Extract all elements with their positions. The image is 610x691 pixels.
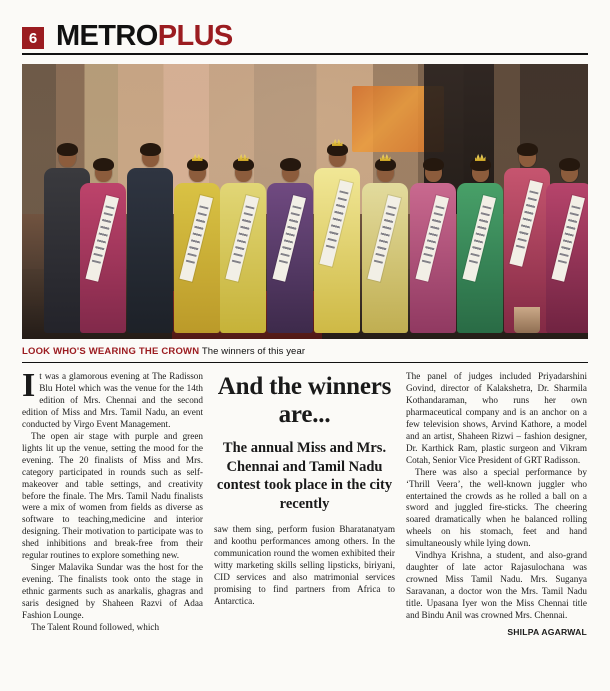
paragraph: Singer Malavika Sundar was the host for the evening. The finalists took onto the stage in ethnic garments such as anarkalis, ghagras and saris designed by Shaheen Razvi of Adaa Fashion Lounge.	[22, 562, 203, 621]
person-head	[519, 147, 536, 167]
sash	[416, 195, 449, 282]
person-hair	[57, 143, 78, 156]
article-column-middle	[214, 371, 395, 671]
person-figure	[362, 162, 408, 333]
person-head	[561, 162, 578, 182]
page-number: 6	[22, 27, 44, 49]
person-body	[314, 168, 360, 333]
drop-cap: I	[22, 367, 36, 404]
article-body	[22, 367, 588, 671]
person-legs	[514, 307, 540, 333]
photo-background	[22, 64, 588, 339]
paragraph-text: t was a glamorous evening at The Radisson Blu Hotel which was the venue for the 14th edition of Mrs. Chennai and the second edition of Miss and Mrs. Tamil Nadu, an event conducted by Virgo Event Management.	[22, 371, 203, 429]
person-head	[282, 162, 299, 182]
paragraph: The open air stage with purple and green lights lit up the venue, setting the mood for the evening. The 20 finalists of Miss and Mrs. category participated in rounds such as self- makeover and table settings, and creativity before the finale. The Mrs. Tamil Nadu finalists were a mix of women from fields as diverse as software to teaching,medicine and interior designing. Their motivation to participate was to shed inhibitions and break-free from their regular routines to explore something new.	[22, 430, 203, 561]
sash	[320, 180, 353, 267]
person-figure	[457, 162, 503, 333]
person-body	[504, 168, 550, 333]
person-head	[472, 162, 489, 182]
person-head	[59, 147, 76, 167]
person-figure	[314, 147, 360, 333]
paragraph: Vindhya Krishna, a student, and also-grand daughter of late actor Rajasulochana was crowned Miss Tamil Nadu. Mrs. Suganya Saravanan, a doctor won the Mrs. Tamil Nadu title. Upasana Iyer won the Miss Chennai title and Bindu Anil was crowned Mrs. Chennai.	[406, 550, 587, 621]
paragraph	[22, 367, 203, 431]
person-head	[425, 162, 442, 182]
standfirst: The annual Miss and Mrs. Chennai and Tamil Nadu contest took place in the city recently	[216, 440, 393, 512]
person-hair	[140, 143, 161, 156]
person-body	[410, 183, 456, 333]
person-figure	[504, 147, 550, 333]
person-body	[546, 183, 588, 333]
page-title: And the winners are...	[217, 373, 392, 428]
person-body	[80, 183, 126, 333]
person-figure	[410, 162, 456, 333]
paragraph-group	[214, 524, 395, 608]
caption-text: The winners of this year	[201, 346, 306, 357]
lead-photo	[22, 64, 588, 339]
sash	[463, 195, 496, 282]
sash	[86, 195, 119, 282]
person-hair	[517, 143, 538, 156]
person-hair	[280, 158, 301, 171]
masthead	[22, 0, 588, 55]
person-figure	[546, 162, 588, 333]
photo-caption	[22, 346, 588, 357]
person-body	[174, 183, 220, 333]
sash	[180, 195, 213, 282]
article-column-right	[406, 371, 587, 671]
person-figure	[220, 162, 266, 333]
sash	[273, 195, 306, 282]
person-body	[457, 183, 503, 333]
person-head	[142, 147, 159, 167]
person-body	[267, 183, 313, 333]
byline: SHILPA AGARWAL	[507, 627, 587, 638]
sash	[368, 195, 401, 282]
person-body	[362, 183, 408, 333]
person-figure	[80, 162, 126, 333]
person-head	[329, 147, 346, 167]
caption-lead: LOOK WHO'S WEARING THE CROWN	[22, 346, 200, 357]
paragraph: saw them sing, perform fusion Bharatanatyam and koothu performances among others. In the communication round the women exhibited their witty marketing skills selling lipsticks, biriyani, CID services and also matrimonial services promising to find partners from Africa to Antarctica.	[214, 524, 395, 606]
person-head	[189, 162, 206, 182]
paragraph: The Talent Round followed, which	[31, 622, 160, 633]
sash	[226, 195, 259, 282]
section-title-metro: METRO	[56, 20, 158, 52]
sash	[552, 195, 585, 282]
person-hair	[423, 158, 444, 171]
paragraph: There was also a special performance by ‘Thrill Veera’, the well-known juggler who entertained the crowds as he rolled a ball on a sword and juggled fire-sticks. The cheering soared dramatically when he balanced rolling wheels on his stomach, feet and hand simultaneously while lying down.	[406, 466, 587, 549]
person-hair	[93, 158, 114, 171]
person-head	[377, 162, 394, 182]
person-figure	[267, 162, 313, 333]
person-hair	[559, 158, 580, 171]
person-head	[95, 162, 112, 182]
contestants-group	[22, 64, 588, 339]
section-title-plus: PLUS	[157, 20, 233, 52]
section-title	[56, 22, 233, 51]
person-body	[127, 168, 173, 333]
person-body	[220, 183, 266, 333]
person-head	[235, 162, 252, 182]
sash	[510, 180, 543, 267]
article-column-left	[22, 367, 203, 671]
person-figure	[174, 162, 220, 333]
person-figure	[127, 147, 173, 333]
paragraph: The panel of judges included Priyadarshini Govind, director of Kalakshetra, Dr. Sharmila Kothandaraman, who runs her own pharmaceutical company and is an anchor on a few television shows, Arvind Kathore, a model and an artist, Shaheen Rizwi – fashion designer, Dr. Karthick Ram, plastic surgeon and Vikram Cotah, Senior Vice President of GRT Radisson.	[406, 371, 587, 465]
caption-divider	[22, 362, 588, 363]
